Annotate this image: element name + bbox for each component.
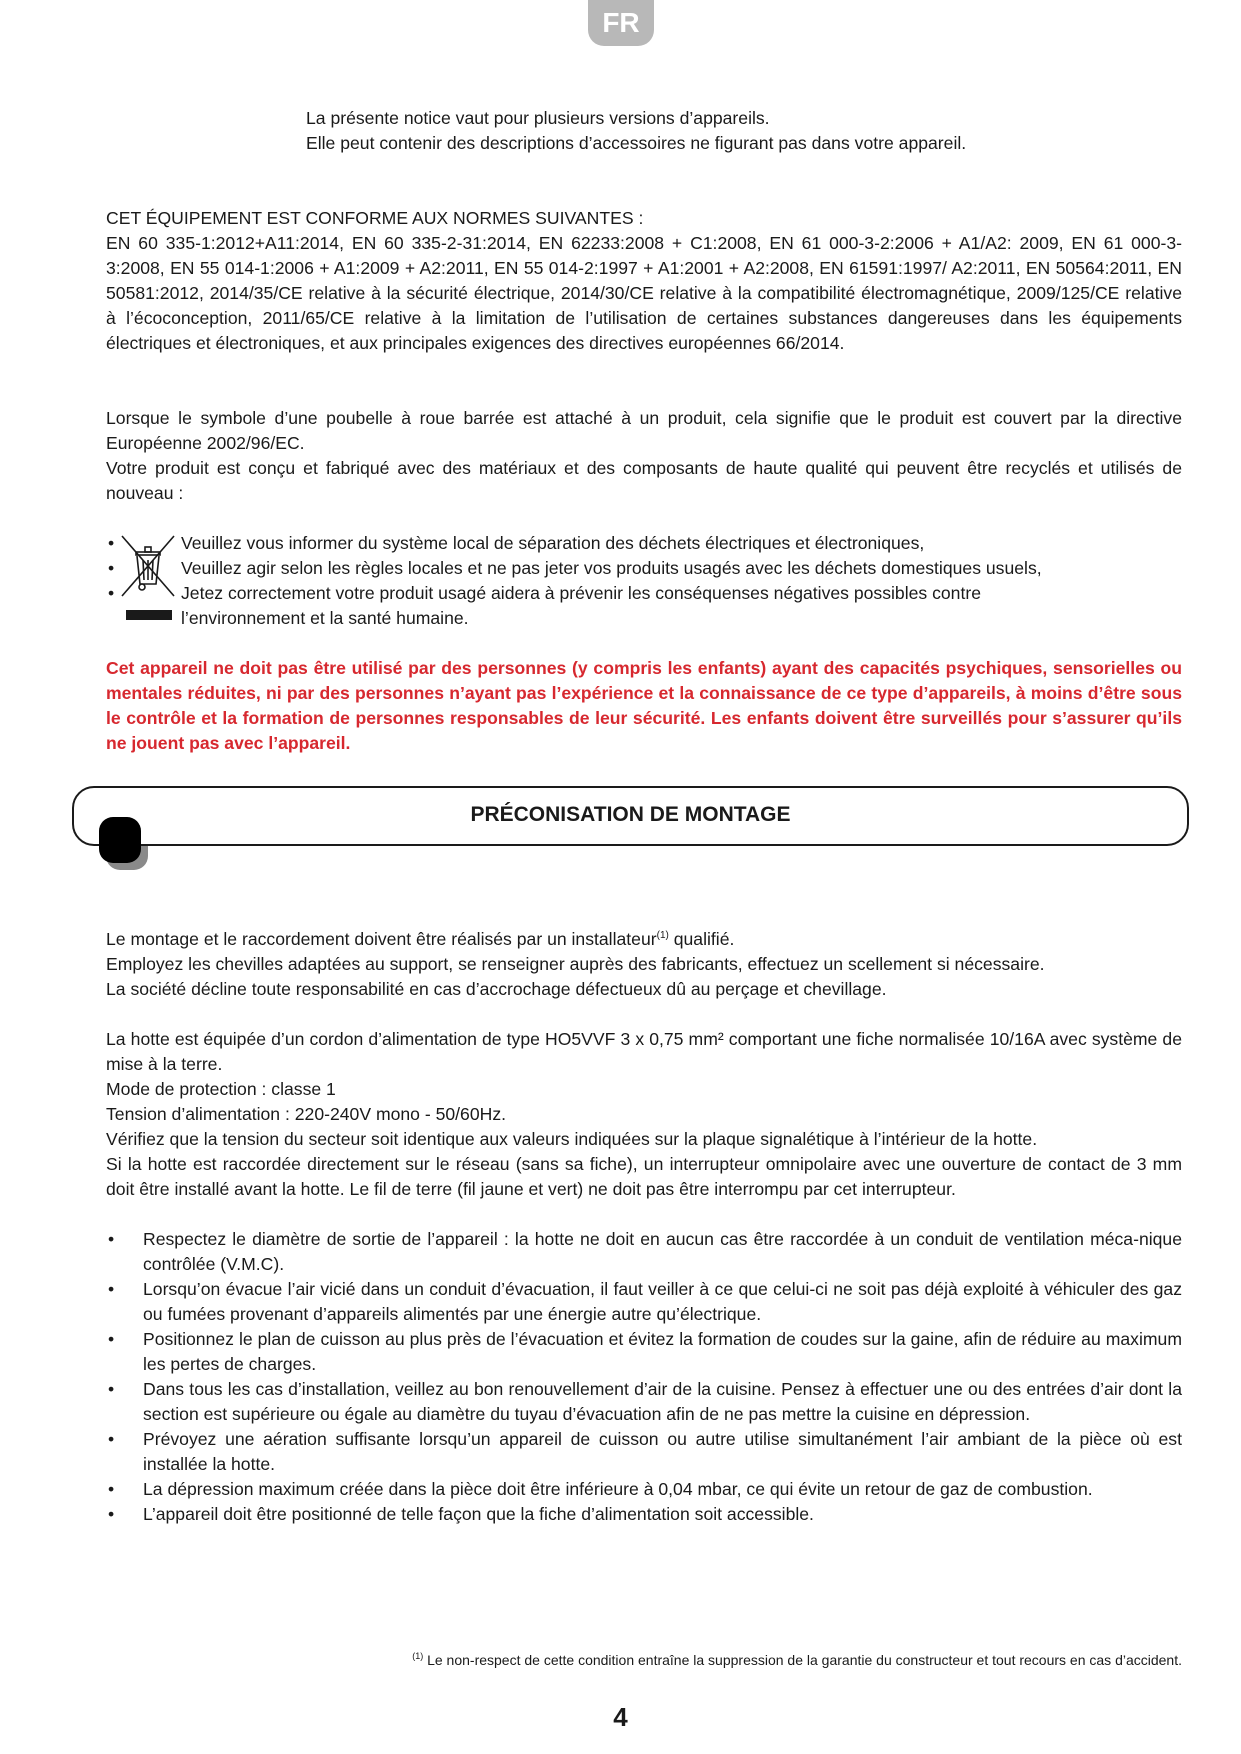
weee-section (106, 406, 1182, 506)
footnote-marker: (1) (412, 1651, 424, 1661)
electrical-direct-connection: Si la hotte est raccordée directement sur le réseau (sans sa fiche), un interrupteur omnipolaire avec une ouverture de contact de 3 mm doit être installé avant la hotte. Le fil de terre (fil jaune et vert) ne doit pas être interrompu par cet interrupteur. (106, 1154, 1182, 1199)
intro-line-2: Elle peut contenir des descriptions d’accessoires ne figurant pas dans votre appareil. (306, 133, 967, 153)
list-item: • La dépression maximum créée dans la pièce doit être inférieure à 0,04 mbar, ce qui évite un retour de gaz de combustion. (106, 1477, 1182, 1502)
norms-heading: CET ÉQUIPEMENT EST CONFORME AUX NORMES SUIVANTES : (106, 208, 644, 228)
norms-text: EN 60 335-1:2012+A11:2014, EN 60 335-2-31:2014, EN 62233:2008 + C1:2008, EN 61 000-3-2:2006 + A1/A2: 2009, EN 61 000-3-3:2008, EN 55 014-1:2006 + A1:2009 + A2:2011, EN 55 014-2:1997 + A1:2001 + A2:2008, EN 61591:1997/ A2:2011, EN 50564:2011, EN 50581:2012, 2014/35/CE relative à la sécurité électrique, 2014/30/CE relative à la compatibilité électromagnétique, 2009/125/CE relative à l’écoconception, 2011/65/CE relative à la limitation de l’utilisation de certaines substances dangereuses dans les équipements électriques et électroniques, et aux principales exigences des directives européennes 66/2014. (106, 233, 1182, 353)
mounting-line-2: Employez les chevilles adaptées au support, se renseigner auprès des fabricants, effectuez un scellement si nécessaire. (106, 954, 1045, 974)
weee-paragraph-2: Votre produit est conçu et fabriqué avec des matériaux et des composants de haute qualité qui peuvent être recyclés et utilisés de nouveau : (106, 458, 1182, 503)
electrical-section (106, 1027, 1182, 1202)
safety-warning: Cet appareil ne doit pas être utilisé par des personnes (y compris les enfants) ayant des capacités psychiques, sensorielles ou mentales réduites, ni par des personnes n’ayant pas l’expérience et la connaissance de ce type d’appareils, à moins d’être sous le contrôle et la formation de personnes responsables de leur sécurité. Les enfants doivent être surveillés pour s’assurer qu’ils ne jouent pas avec l’appareil. (106, 658, 1182, 753)
footnote-text: Le non-respect de cette condition entraîne la suppression de la garantie du constructeur et tout recours en cas d’accident. (423, 1652, 1182, 1668)
weee-line (106, 606, 1106, 631)
crossed-out-wheelie-bin-icon (120, 534, 176, 624)
electrical-voltage: Tension d’alimentation : 220-240V mono - 50/60Hz. (106, 1104, 507, 1124)
weee-line-text: Veuillez vous informer du système local de séparation des déchets électriques et électroniques, (181, 533, 925, 553)
norms-section (106, 206, 1182, 356)
weee-line (106, 581, 1106, 606)
intro-line-1: La présente notice vaut pour plusieurs versions d’appareils. (306, 108, 770, 128)
list-item: • L’appareil doit être positionné de telle façon que la fiche d’alimentation soit accessible. (106, 1502, 1182, 1527)
footnote (412, 1651, 1182, 1669)
weee-line-text: Jetez correctement votre produit usagé aidera à prévenir les conséquenses négatives possibles contre (181, 583, 981, 603)
list-item: • Respectez le diamètre de sortie de l’appareil : la hotte ne doit en aucun cas être raccordée à un conduit de ventilation méca-nique contrôlée (V.M.C). (106, 1227, 1182, 1277)
mounting-line-1-end: qualifié. (668, 929, 735, 949)
electrical-cord: La hotte est équipée d’un cordon d’alimentation de type HO5VVF 3 x 0,75 mm² comportant une fiche normalisée 10/16A avec système de mise à la terre. (106, 1029, 1182, 1074)
mounting-line-1-text: Le montage et le raccordement doivent être réalisés par un installateur (106, 929, 657, 949)
mounting-line-3: La société décline toute responsabilité en cas d’accrochage défectueux dû au perçage et chevillage. (106, 979, 887, 999)
electrical-protection: Mode de protection : classe 1 (106, 1079, 336, 1099)
section-header (72, 786, 1189, 846)
mounting-section (106, 927, 1182, 1002)
footnote-reference: (1) (656, 930, 669, 941)
language-badge: FR (588, 0, 654, 46)
weee-line-text: Veuillez agir selon les règles locales et ne pas jeter vos produits usagés avec les déchets domestiques usuels, (181, 558, 1042, 578)
section-title: PRÉCONISATION DE MONTAGE (470, 803, 791, 826)
section-tab-marker (99, 817, 141, 863)
bullet: • (108, 558, 115, 578)
list-item: • Prévoyez une aération suffisante lorsqu’un appareil de cuisson ou autre utilise simultanément l’air ambiant de la pièce où est installée la hotte. (106, 1427, 1182, 1477)
weee-line-text: l’environnement et la santé humaine. (181, 608, 469, 628)
weee-line (106, 531, 1106, 556)
list-item: • Lorsqu’on évacue l’air vicié dans un conduit d’évacuation, il faut veiller à ce que celui-ci ne soit pas déjà exploité à véhiculer des gaz ou fumées provenant d’appareils alimentés par une énergie autre qu’électrique. (106, 1277, 1182, 1327)
weee-list (106, 531, 1106, 631)
weee-paragraph-1: Lorsque le symbole d’une poubelle à roue barrée est attaché à un produit, cela signifie que le produit est couvert par la directive Européenne 2002/96/EC. (106, 408, 1182, 453)
electrical-verify: Vérifiez que la tension du secteur soit identique aux valeurs indiquées sur la plaque signalétique à l’intérieur de la hotte. (106, 1129, 1038, 1149)
list-item: • Dans tous les cas d’installation, veillez au bon renouvellement d’air de la cuisine. Pensez à effectuer une ou des entrées d’air dont la section est supérieure ou égale au diamètre du tuyau d’évacuation afin de ne pas mettre la cuisine en dépression. (106, 1377, 1182, 1427)
installation-bullet-list (106, 1227, 1182, 1527)
intro-notice (306, 106, 1106, 156)
weee-line (106, 556, 1106, 581)
list-item: • Positionnez le plan de cuisson au plus près de l’évacuation et évitez la formation de coudes sur la gaine, afin de réduire au maximum les pertes de charges. (106, 1327, 1182, 1377)
bullet: • (108, 533, 115, 553)
bullet: • (108, 583, 115, 603)
mounting-line-1 (106, 927, 1182, 952)
page-number: 4 (613, 1702, 628, 1732)
